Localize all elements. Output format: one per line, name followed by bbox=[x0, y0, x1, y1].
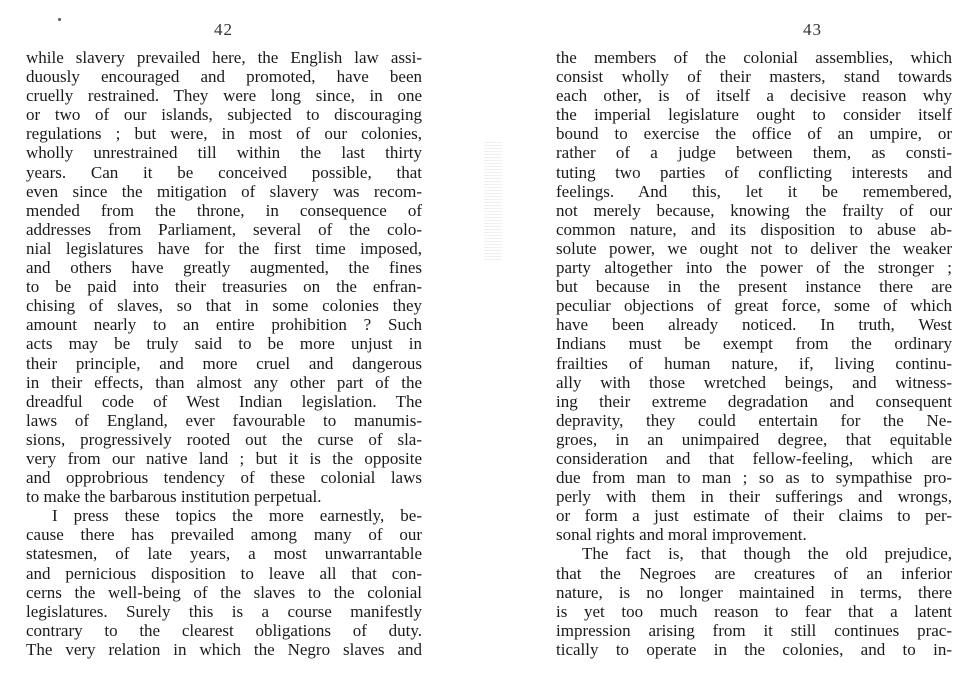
text-line: cerns the well-being of the slaves to the colonial bbox=[26, 582, 422, 602]
text-line: common nature, and its disposition to abuse ab- bbox=[556, 219, 952, 239]
text-line: consideration and that fellow-feeling, which are bbox=[556, 448, 952, 468]
text-line: mended from the throne, in consequence of bbox=[26, 200, 422, 220]
page-number: 43 bbox=[803, 20, 822, 39]
page-text bbox=[26, 48, 422, 659]
text-line: to make the barbarous institution perpetual. bbox=[26, 487, 322, 507]
page-number: 42 bbox=[214, 20, 233, 39]
text-line: acts may be truly said to be more unjust in bbox=[26, 334, 422, 354]
text-line: bound to exercise the office of an umpire, or bbox=[556, 124, 952, 144]
text-line: tuting two parties of conflicting interests and bbox=[556, 162, 952, 182]
text-line: solute power, we ought not to deliver the weaker bbox=[556, 238, 952, 258]
text-line: ing their extreme degradation and consequent bbox=[556, 391, 952, 411]
text-line: party altogether into the power of the stronger ; bbox=[556, 258, 952, 278]
text-line: dreadful code of West Indian legislation. The bbox=[26, 391, 422, 411]
text-line: and pernicious disposition to leave all that con- bbox=[26, 563, 422, 583]
text-line: The very relation in which the Negro slaves and bbox=[26, 639, 422, 659]
text-line: addresses from Parliament, several of the colo- bbox=[26, 219, 422, 239]
text-line: very from our native land ; but it is the opposite bbox=[26, 448, 422, 468]
text-line: the imperial legislature ought to consider itself bbox=[556, 105, 952, 125]
text-line: legislatures. Surely this is a course manifestly bbox=[26, 601, 422, 621]
text-line: have been already noticed. In truth, West bbox=[556, 315, 952, 335]
text-line: regulations ; but were, in most of our colonies, bbox=[26, 124, 422, 144]
text-line: rather of a judge between them, as consti- bbox=[556, 143, 952, 163]
text-line: that the Negroes are creatures of an inferior bbox=[556, 563, 952, 583]
text-line: nial legislatures have for the first time imposed, bbox=[26, 238, 422, 258]
text-line: is yet too much reason to fear that a latent bbox=[556, 601, 952, 621]
text-line: amount nearly to an entire prohibition ? Such bbox=[26, 315, 422, 335]
text-line: in their effects, than almost any other part of the bbox=[26, 372, 422, 392]
text-line: cause there has prevailed among many of our bbox=[26, 525, 422, 545]
text-line: and others have greatly augmented, the fines bbox=[26, 258, 422, 278]
text-line: depravity, they could entertain for the Ne- bbox=[556, 410, 952, 430]
text-line: statesmen, of late years, a most unwarrantable bbox=[26, 544, 422, 564]
text-line: wholly unrestrained till within the last thirty bbox=[26, 143, 422, 163]
text-line: and opprobrious tendency of these colonial laws bbox=[26, 468, 422, 488]
text-line: each other, is of itself a decisive reason why bbox=[556, 86, 952, 106]
text-line: the members of the colonial assemblies, which bbox=[556, 48, 952, 67]
text-line: impression arising from it still continues prac- bbox=[556, 620, 952, 640]
text-line: The fact is, that though the old prejudice, bbox=[582, 544, 952, 564]
text-line: not merely because, knowing the frailty of our bbox=[556, 200, 952, 220]
text-line: tically to operate in the colonies, and to in- bbox=[556, 639, 952, 659]
text-line: laws of England, ever favourable to manumis- bbox=[26, 410, 422, 430]
text-line: but because in the present instance there are bbox=[556, 277, 952, 297]
text-line: or two of our islands, subjected to discouraging bbox=[26, 105, 422, 125]
text-line: sions, progressively rooted out the curse of sla- bbox=[26, 429, 422, 449]
text-line: feelings. And this, let it be remembered, bbox=[556, 181, 952, 201]
text-line: I press these topics the more earnestly, be- bbox=[52, 506, 422, 526]
text-line: duously encouraged and promoted, have been bbox=[26, 67, 422, 87]
text-line: or form a just estimate of their claims to per- bbox=[556, 506, 952, 526]
text-line: to be paid into their treasuries on the enfran- bbox=[26, 277, 422, 297]
text-line: cruelly restrained. They were long since, in one bbox=[26, 86, 422, 106]
right-page bbox=[556, 0, 952, 693]
text-line: Indians must be exempt from the ordinary bbox=[556, 334, 952, 354]
left-page bbox=[26, 0, 422, 693]
text-line: consist wholly of their masters, stand towards bbox=[556, 67, 952, 87]
text-line: sonal rights and moral improvement. bbox=[556, 525, 807, 545]
text-line: frailties of human nature, if, living continu- bbox=[556, 353, 952, 373]
page-text bbox=[556, 48, 952, 659]
page-gutter bbox=[484, 140, 502, 260]
text-line: contrary to the clearest obligations of duty. bbox=[26, 620, 422, 640]
text-line: perly with them in their sufferings and wrongs, bbox=[556, 487, 952, 507]
text-line: peculiar objections of great force, some of which bbox=[556, 296, 952, 316]
text-line: due from man to man ; so as to sympathise pro- bbox=[556, 468, 952, 488]
text-line: groes, in an unimpaired degree, that equitable bbox=[556, 429, 952, 449]
text-line: while slavery prevailed here, the English law assi- bbox=[26, 48, 422, 67]
text-line: chising of slaves, so that in some colonies they bbox=[26, 296, 422, 316]
text-line: years. Can it be conceived possible, that bbox=[26, 162, 422, 182]
text-line: their principle, and more cruel and dangerous bbox=[26, 353, 422, 373]
text-line: ally with those wretched beings, and witness- bbox=[556, 372, 952, 392]
text-line: even since the mitigation of slavery was recom- bbox=[26, 181, 422, 201]
text-line: nature, is no longer maintained in terms, there bbox=[556, 582, 952, 602]
